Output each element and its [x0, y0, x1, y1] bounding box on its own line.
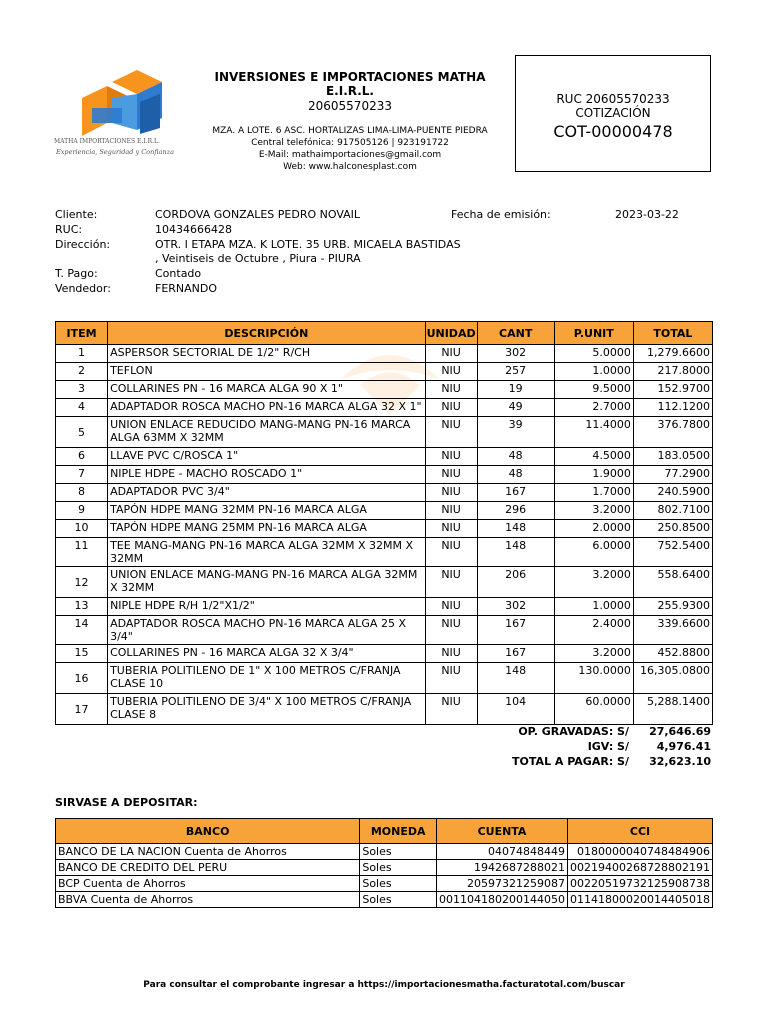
cell-unit: NIU	[425, 616, 477, 645]
totals-row	[430, 724, 713, 739]
cell-cant: 148	[477, 520, 554, 538]
cell-punit: 1.0000	[554, 598, 633, 616]
table-row	[56, 520, 713, 538]
table-row	[56, 876, 713, 892]
cell-punit: 2.7000	[554, 399, 633, 417]
logo-tagline: Experiencia, Seguridad y Confianza	[56, 148, 174, 156]
cell-item: 8	[56, 484, 108, 502]
cell-unit: NIU	[425, 694, 477, 725]
cell-desc: ADAPTADOR ROSCA MACHO PN-16 MARCA ALGA 25 X 3/4"	[108, 616, 425, 645]
cell-total: 16,305.0800	[633, 663, 712, 694]
table-row	[56, 616, 713, 645]
cell-item: 13	[56, 598, 108, 616]
cell-punit: 1.9000	[554, 466, 633, 484]
totals-row	[430, 754, 713, 769]
cell-unit: NIU	[425, 663, 477, 694]
deposit-title: SIRVASE A DEPOSITAR:	[55, 796, 198, 809]
cell-punit: 5.0000	[554, 345, 633, 363]
col-cci: CCI	[568, 819, 713, 844]
cell-item: 6	[56, 448, 108, 466]
cell-unit: NIU	[425, 502, 477, 520]
cell-item: 16	[56, 663, 108, 694]
cell-punit: 4.5000	[554, 448, 633, 466]
igv-label: IGV: S/	[587, 740, 629, 753]
cell-total: 152.9700	[633, 381, 712, 399]
cell-item: 3	[56, 381, 108, 399]
table-row	[56, 484, 713, 502]
company-name: INVERSIONES E IMPORTACIONES MATHA E.I.R.L.	[214, 70, 486, 98]
ruc-label: RUC:	[55, 223, 83, 236]
table-row	[56, 502, 713, 520]
cell-punit: 3.2000	[554, 502, 633, 520]
cell-desc: ASPERSOR SECTORIAL DE 1/2" R/CH	[108, 345, 425, 363]
cell-item: 7	[56, 466, 108, 484]
cell-banco: BANCO DE CREDITO DEL PERU	[56, 860, 360, 876]
cliente-label: Cliente:	[55, 208, 98, 221]
cell-total: 802.7100	[633, 502, 712, 520]
direccion-line-2: , Veintiseis de Octubre , Piura - PIURA	[155, 252, 361, 265]
cell-cci: 01141800020014405018	[568, 892, 713, 908]
table-row	[56, 381, 713, 399]
cell-item: 15	[56, 645, 108, 663]
cell-cant: 302	[477, 598, 554, 616]
cell-punit: 1.7000	[554, 484, 633, 502]
cell-total: 752.5400	[633, 538, 712, 567]
cell-unit: NIU	[425, 466, 477, 484]
cell-cci: 0180000040748484906	[568, 844, 713, 860]
cell-total: 558.6400	[633, 567, 712, 598]
cell-item: 10	[56, 520, 108, 538]
cell-moneda: Soles	[360, 860, 437, 876]
total-value: 32,623.10	[649, 755, 711, 768]
cell-unit: NIU	[425, 520, 477, 538]
cell-moneda: Soles	[360, 892, 437, 908]
col-punit: P.UNIT	[554, 322, 633, 345]
cell-punit: 2.0000	[554, 520, 633, 538]
col-moneda: MONEDA	[360, 819, 437, 844]
col-descripcion: DESCRIPCIÓN	[108, 322, 425, 345]
cell-desc: COLLARINES PN - 16 MARCA ALGA 32 X 3/4"	[108, 645, 425, 663]
col-cuenta: CUENTA	[437, 819, 568, 844]
company-address: MZA. A LOTE. 6 ASC. HORTALIZAS LIMA-LIMA-PUENTE PIEDRA	[212, 126, 488, 136]
cell-desc: LLAVE PVC C/ROSCA 1"	[108, 448, 425, 466]
gravadas-label: OP. GRAVADAS: S/	[518, 725, 629, 738]
table-row	[56, 417, 713, 448]
company-web: Web: www.halconesplast.com	[283, 162, 417, 172]
gravadas-value: 27,646.69	[649, 725, 711, 738]
table-row	[56, 860, 713, 876]
cell-cant: 19	[477, 381, 554, 399]
cell-cant: 167	[477, 616, 554, 645]
cell-punit: 130.0000	[554, 663, 633, 694]
banks-table	[55, 818, 713, 908]
totals-row	[430, 739, 713, 754]
fecha-value: 2023-03-22	[615, 208, 679, 221]
cell-cuenta: 04074848449	[437, 844, 568, 860]
direccion-line-1: OTR. I ETAPA MZA. K LOTE. 35 URB. MICAELA BASTIDAS	[155, 238, 461, 251]
cell-total: 5,288.1400	[633, 694, 712, 725]
cell-unit: NIU	[425, 448, 477, 466]
col-total: TOTAL	[633, 322, 712, 345]
company-ruc: 20605570233	[308, 99, 392, 113]
cell-cuenta: 001104180200144050	[437, 892, 568, 908]
footer-note: Para consultar el comprobante ingresar a https://importacionesmatha.facturatotal.com/buscar	[143, 980, 625, 990]
cell-cant: 48	[477, 448, 554, 466]
company-email: E-Mail: mathaimportaciones@gmail.com	[258, 150, 442, 160]
cell-total: 339.6600	[633, 616, 712, 645]
cell-total: 250.8500	[633, 520, 712, 538]
cell-desc: TAPÓN HDPE MANG 32MM PN-16 MARCA ALGA	[108, 502, 425, 520]
cell-item: 5	[56, 417, 108, 448]
cell-cant: 104	[477, 694, 554, 725]
cell-cant: 167	[477, 484, 554, 502]
cell-punit: 11.4000	[554, 417, 633, 448]
table-row	[56, 694, 713, 725]
cell-punit: 3.2000	[554, 567, 633, 598]
cell-moneda: Soles	[360, 844, 437, 860]
cell-cant: 148	[477, 663, 554, 694]
cell-desc: COLLARINES PN - 16 MARCA ALGA 90 X 1"	[108, 381, 425, 399]
cell-unit: NIU	[425, 399, 477, 417]
cell-desc: TEFLON	[108, 363, 425, 381]
cell-item: 4	[56, 399, 108, 417]
logo-text: MATHA IMPORTACIONES E.I.R.L.	[54, 138, 160, 145]
company-phone: Central telefónica: 917505126 | 923191722	[251, 138, 449, 148]
table-row	[56, 663, 713, 694]
cell-item: 11	[56, 538, 108, 567]
banks-header-row	[56, 819, 713, 844]
cell-total: 77.2900	[633, 466, 712, 484]
table-row	[56, 466, 713, 484]
cell-cuenta: 1942687288021	[437, 860, 568, 876]
table-row	[56, 345, 713, 363]
cell-desc: UNION ENLACE REDUCIDO MANG-MANG PN-16 MARCA ALGA 63MM X 32MM	[108, 417, 425, 448]
cell-desc: ADAPTADOR ROSCA MACHO PN-16 MARCA ALGA 32 X 1"	[108, 399, 425, 417]
cell-desc: TUBERIA POLITILENO DE 3/4" X 100 METROS C/FRANJA CLASE 8	[108, 694, 425, 725]
cell-punit: 9.5000	[554, 381, 633, 399]
col-unidad: UNIDAD	[425, 322, 477, 345]
cell-unit: NIU	[425, 363, 477, 381]
total-label: TOTAL A PAGAR: S/	[512, 755, 629, 768]
fecha-label: Fecha de emisión:	[451, 208, 551, 221]
cell-total: 112.1200	[633, 399, 712, 417]
cell-unit: NIU	[425, 484, 477, 502]
cell-cci: 00220519732125908738	[568, 876, 713, 892]
cell-total: 255.9300	[633, 598, 712, 616]
cell-punit: 1.0000	[554, 363, 633, 381]
cell-cant: 257	[477, 363, 554, 381]
table-row	[56, 598, 713, 616]
cliente-value: CORDOVA GONZALES PEDRO NOVAIL	[155, 208, 361, 221]
company-info	[200, 70, 500, 173]
col-cant: CANT	[477, 322, 554, 345]
cell-banco: BANCO DE LA NACION Cuenta de Ahorros	[56, 844, 360, 860]
vendedor-label: Vendedor:	[55, 282, 111, 295]
cell-banco: BBVA Cuenta de Ahorros	[56, 892, 360, 908]
cell-desc: TUBERIA POLITILENO DE 1" X 100 METROS C/FRANJA CLASE 10	[108, 663, 425, 694]
cell-total: 376.7800	[633, 417, 712, 448]
table-row	[56, 892, 713, 908]
cell-cant: 148	[477, 538, 554, 567]
doc-type: COTIZACIÓN	[575, 106, 651, 120]
cell-punit: 60.0000	[554, 694, 633, 725]
cell-item: 2	[56, 363, 108, 381]
cell-banco: BCP Cuenta de Ahorros	[56, 876, 360, 892]
doc-number: COT-00000478	[553, 122, 673, 141]
cell-total: 217.8000	[633, 363, 712, 381]
cell-unit: NIU	[425, 598, 477, 616]
cell-item: 14	[56, 616, 108, 645]
table-row	[56, 844, 713, 860]
pago-value: Contado	[155, 267, 202, 280]
document-box	[515, 55, 711, 172]
cell-item: 17	[56, 694, 108, 725]
cell-punit: 6.0000	[554, 538, 633, 567]
cell-desc: TAPÓN HDPE MANG 25MM PN-16 MARCA ALGA	[108, 520, 425, 538]
cell-total: 183.0500	[633, 448, 712, 466]
items-header-row	[56, 322, 713, 345]
cell-unit: NIU	[425, 645, 477, 663]
cell-unit: NIU	[425, 567, 477, 598]
cell-punit: 3.2000	[554, 645, 633, 663]
cell-desc: TEE MANG-MANG PN-16 MARCA ALGA 32MM X 32MM X 32MM	[108, 538, 425, 567]
cell-punit: 2.4000	[554, 616, 633, 645]
cell-desc: UNION ENLACE MANG-MANG PN-16 MARCA ALGA 32MM X 32MM	[108, 567, 425, 598]
cell-item: 1	[56, 345, 108, 363]
cell-desc: NIPLE HDPE R/H 1/2"X1/2"	[108, 598, 425, 616]
totals-table	[430, 724, 713, 769]
ruc-value: 10434666428	[155, 223, 232, 236]
cell-cant: 296	[477, 502, 554, 520]
cell-cci: 00219400268728802191	[568, 860, 713, 876]
table-row	[56, 399, 713, 417]
doc-ruc: RUC 20605570233	[556, 92, 670, 106]
cell-unit: NIU	[425, 345, 477, 363]
cell-cant: 206	[477, 567, 554, 598]
cell-cuenta: 20597321259087	[437, 876, 568, 892]
cell-cant: 48	[477, 466, 554, 484]
cell-item: 9	[56, 502, 108, 520]
cell-cant: 302	[477, 345, 554, 363]
cell-unit: NIU	[425, 538, 477, 567]
cell-cant: 49	[477, 399, 554, 417]
igv-value: 4,976.41	[656, 740, 711, 753]
cell-moneda: Soles	[360, 876, 437, 892]
cell-unit: NIU	[425, 417, 477, 448]
pago-label: T. Pago:	[55, 267, 98, 280]
col-banco: BANCO	[56, 819, 360, 844]
cell-cant: 167	[477, 645, 554, 663]
cell-total: 452.8800	[633, 645, 712, 663]
table-row	[56, 363, 713, 381]
col-item: ITEM	[56, 322, 108, 345]
cell-desc: ADAPTADOR PVC 3/4"	[108, 484, 425, 502]
cell-cant: 39	[477, 417, 554, 448]
cell-total: 240.5900	[633, 484, 712, 502]
table-row	[56, 645, 713, 663]
table-row	[56, 567, 713, 598]
direccion-label: Dirección:	[55, 238, 111, 251]
items-table	[55, 321, 713, 725]
cell-total: 1,279.6600	[633, 345, 712, 363]
table-row	[56, 538, 713, 567]
vendedor-value: FERNANDO	[155, 282, 218, 295]
cell-unit: NIU	[425, 381, 477, 399]
cell-item: 12	[56, 567, 108, 598]
company-logo	[52, 68, 192, 164]
cell-desc: NIPLE HDPE - MACHO ROSCADO 1"	[108, 466, 425, 484]
table-row	[56, 448, 713, 466]
